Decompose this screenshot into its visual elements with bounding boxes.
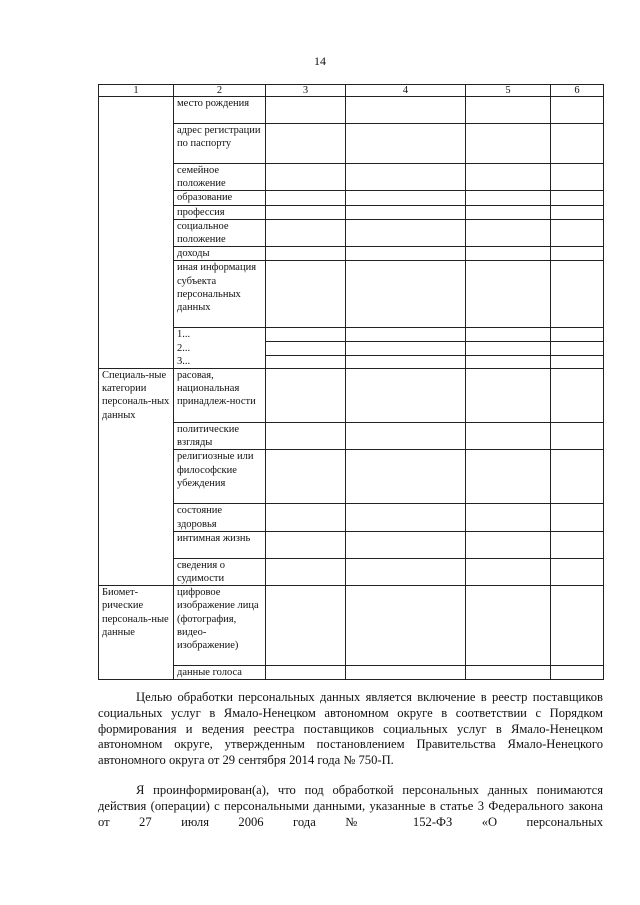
data-item-cell: религиозные или философские убеждения <box>174 450 266 504</box>
table-row <box>99 666 604 680</box>
body-paragraph <box>98 783 603 830</box>
table-row <box>99 261 604 328</box>
data-item-cell: интимная жизнь <box>174 531 266 558</box>
table-row <box>99 450 604 504</box>
data-item-cell: профессия <box>174 205 266 219</box>
data-item-cell: иная информация субъекта персональных данных <box>174 261 266 328</box>
table-row <box>99 531 604 558</box>
enumeration-item: 1... <box>177 329 191 341</box>
table-header-row <box>99 85 604 97</box>
col-header: 3 <box>266 85 346 97</box>
table-row <box>99 191 604 205</box>
table-row <box>99 97 604 124</box>
data-item-cell: расовая, национальная принадлеж-ности <box>174 369 266 423</box>
enumeration-item: 3... <box>177 355 191 367</box>
category-cell: Специаль-ные категории персональ-ных данных <box>99 369 174 586</box>
personal-data-table <box>98 84 604 680</box>
table-row <box>99 124 604 164</box>
data-item-cell: адрес регистрации по паспорту <box>174 124 266 164</box>
data-item-cell: состояние здоровья <box>174 504 266 531</box>
table-row <box>99 423 604 450</box>
body-paragraph <box>98 690 603 769</box>
col-header: 5 <box>466 85 551 97</box>
table-row <box>99 586 604 666</box>
data-item-cell: социальное положение <box>174 219 266 246</box>
data-item-cell: место рождения <box>174 97 266 124</box>
page-number: 14 <box>314 54 326 68</box>
col-header: 2 <box>174 85 266 97</box>
data-item-cell: политические взгляды <box>174 423 266 450</box>
paragraph-text: Целью обработки персональных данных является включение в реестр поставщиков социальных услуг в Ямало-Ненецком автономном округе в соответствии с Порядком формирования и ведения реестра поставщиков социальных услуг в Ямало-Ненецком автономном округе, утвержденным постановлением Правительства Ямало-Ненецкого автономного округа от 29 сентября 2014 года № 750-П. <box>98 690 603 768</box>
table-row <box>99 504 604 531</box>
enumeration-cell <box>174 328 266 369</box>
category-cell: Биомет-рические персональ-ные данные <box>99 586 174 680</box>
table-row <box>99 558 604 585</box>
table-row <box>99 219 604 246</box>
data-item-cell: доходы <box>174 247 266 261</box>
data-item-cell: образование <box>174 191 266 205</box>
data-item-cell: цифровое изображение лица (фотография, видео-изображение) <box>174 586 266 666</box>
paragraph-text: Я проинформирован(а), что под обработкой персональных данных понимаются действия (операции) с персональными данными, указанные в статье 3 Федерального закона от 27 июля 2006 года № 152-ФЗ «О персональных <box>98 783 603 829</box>
table-row <box>99 369 604 423</box>
category-cell <box>99 97 174 369</box>
data-item-cell: семейное положение <box>174 164 266 191</box>
table-row <box>99 328 604 369</box>
table-row <box>99 205 604 219</box>
table-row <box>99 247 604 261</box>
data-item-cell: сведения о судимости <box>174 558 266 585</box>
data-item-cell: данные голоса <box>174 666 266 680</box>
col-header: 6 <box>551 85 604 97</box>
col-header: 4 <box>346 85 466 97</box>
table-row <box>99 164 604 191</box>
col-header: 1 <box>99 85 174 97</box>
enumeration-item: 2... <box>177 342 191 354</box>
